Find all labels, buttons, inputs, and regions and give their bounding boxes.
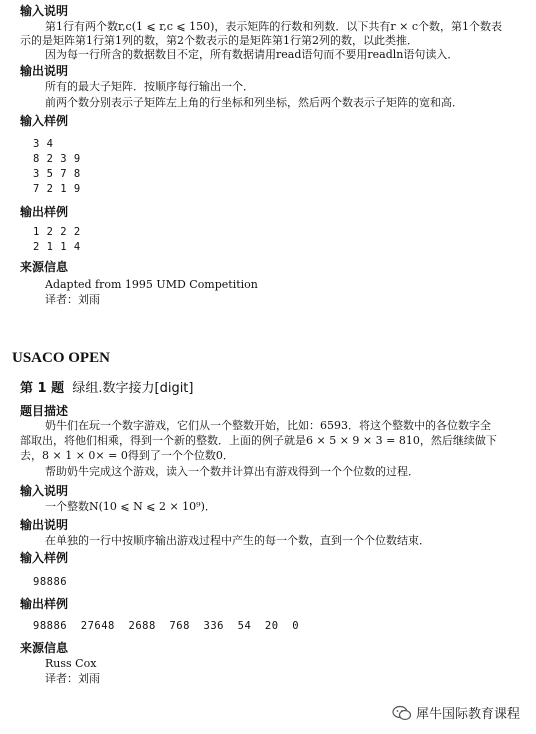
problem-title bbox=[20, 381, 193, 397]
desc-line: 部取出，将他们相乘，得到一个新的整数．上面的例子就是6 × 5 × 9 × 3 = 810，然后继续做下 bbox=[20, 434, 497, 447]
section-title: USACO OPEN bbox=[12, 350, 110, 366]
problem-number: 第 1 题 bbox=[20, 381, 65, 396]
wechat-icon bbox=[392, 705, 412, 721]
output-heading-2: 输出说明 bbox=[20, 518, 69, 532]
sample-output-line: 98886 27648 2688 768 336 54 20 0 bbox=[33, 620, 300, 632]
output-desc-line: 前两个数分别表示子矩阵左上角的行坐标和列坐标，然后两个数表示子矩阵的宽和高． bbox=[45, 96, 463, 109]
input-heading-1: 输入说明 bbox=[20, 4, 69, 18]
source-heading-2: 来源信息 bbox=[20, 641, 69, 655]
input-desc-line: 示的是矩阵第1行第1列的数，第2个数表示的是矩阵第1行第2列的数，以此类推． bbox=[20, 34, 418, 47]
sample-input-heading-2: 输入样例 bbox=[20, 551, 69, 565]
translator-line: 译者：刘雨 bbox=[45, 293, 100, 306]
sample-output-line: 2 1 1 4 bbox=[33, 241, 81, 253]
sample-output-heading-1: 输出样例 bbox=[20, 205, 69, 219]
desc-line: 去，8 × 1 × 0× = 0得到了一个个位数0． bbox=[20, 449, 234, 462]
sample-input-line: 3 4 bbox=[33, 138, 54, 150]
translator-line: 译者：刘雨 bbox=[45, 672, 100, 685]
desc-line: 奶牛们在玩一个数字游戏，它们从一个整数开始，比如：6593．将这个整数中的各位数字全 bbox=[45, 419, 491, 432]
output-heading-1: 输出说明 bbox=[20, 64, 69, 78]
watermark-text: 犀牛国际教育课程 bbox=[416, 707, 521, 722]
source-line: Russ Cox bbox=[45, 657, 97, 670]
input-heading-2: 输入说明 bbox=[20, 484, 69, 498]
sample-input-line: 3 5 7 8 bbox=[33, 168, 81, 180]
source-line: Adapted from 1995 UMD Competition bbox=[45, 278, 258, 291]
problem-name: 绿组.数字接力[digit] bbox=[72, 381, 194, 396]
sample-output-line: 1 2 2 2 bbox=[33, 226, 81, 238]
output-desc-line: 所有的最大子矩阵．按顺序每行输出一个． bbox=[45, 80, 254, 93]
output-desc-line: 在单独的一行中按顺序输出游戏过程中产生的每一个数，直到一个个位数结束． bbox=[45, 534, 430, 547]
desc-line: 帮助奶牛完成这个游戏，读入一个数并计算出有游戏得到一个个位数的过程． bbox=[45, 465, 419, 478]
input-desc-line: 一个整数N(10 ⩽ N ⩽ 2 × 10⁹)． bbox=[45, 500, 216, 513]
input-desc-line: 因为每一行所含的数据数目不定，所有数据请用read语句而不要用readln语句读入． bbox=[45, 48, 459, 61]
watermark bbox=[392, 703, 520, 722]
sample-input-line: 7 2 1 9 bbox=[33, 183, 81, 195]
sample-output-heading-2: 输出样例 bbox=[20, 597, 69, 611]
input-desc-line: 第1行有两个数r,c(1 ⩽ r,c ⩽ 150)，表示矩阵的行数和列数．以下共有r × c个数，第1个数表 bbox=[45, 20, 503, 33]
sample-input-line: 8 2 3 9 bbox=[33, 153, 81, 165]
sample-input-line: 98886 bbox=[33, 576, 68, 588]
source-heading-1: 来源信息 bbox=[20, 260, 69, 274]
sample-input-heading-1: 输入样例 bbox=[20, 114, 69, 128]
desc-heading-2: 题目描述 bbox=[20, 404, 69, 418]
